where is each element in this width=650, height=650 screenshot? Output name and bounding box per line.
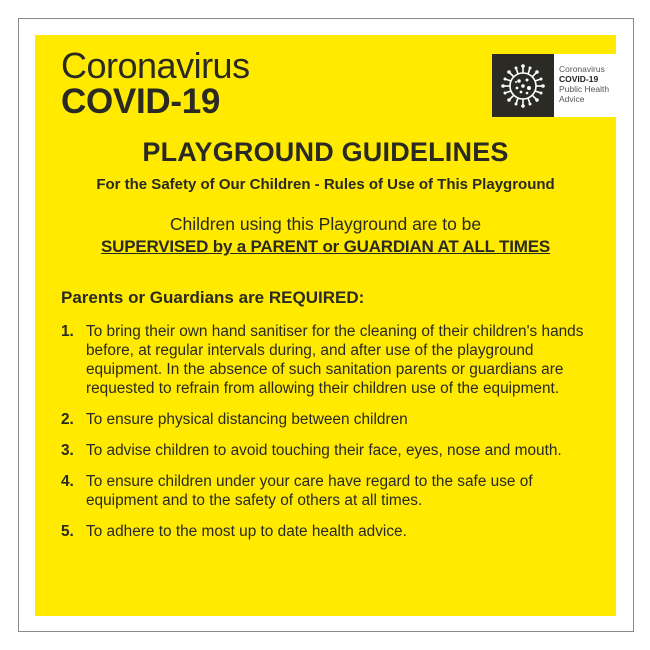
- brand-coronavirus: Coronavirus: [61, 45, 250, 86]
- supervision-requirement: SUPERVISED by a PARENT or GUARDIAN AT ALL TIMES: [100, 237, 551, 256]
- rule-number: 2.: [61, 411, 74, 428]
- logo-line-advice: Advice: [559, 94, 585, 104]
- rule-item: [61, 441, 601, 460]
- rule-item: [61, 322, 601, 398]
- brand-covid19: COVID-19: [61, 82, 221, 121]
- rule-text: To ensure physical distancing between children: [86, 411, 408, 428]
- logo-line-public-health: Public Health: [559, 84, 610, 94]
- public-health-logo: [492, 54, 616, 117]
- rule-number: 5.: [61, 523, 74, 540]
- rule-item: [61, 472, 601, 510]
- page-title: PLAYGROUND GUIDELINES: [142, 137, 509, 167]
- rule-item: [61, 410, 601, 429]
- rule-item: [61, 522, 601, 541]
- rule-text: To adhere to the most up to date health advice.: [86, 523, 407, 540]
- rule-text: To bring their own hand sanitiser for the cleaning of their children's hands before, at regular intervals during, and after use of the playground equipment. In the absence of such sanitation parents or guardians are requested to refrain from allowing their children use of the equipment.: [86, 323, 584, 397]
- rule-text: To ensure children under your care have regard to the safe use of equipment and to the safety of others at all times.: [86, 473, 533, 509]
- rule-number: 4.: [61, 473, 74, 490]
- sign-panel: [35, 35, 616, 616]
- logo-text: [554, 54, 616, 117]
- rules-list: [61, 322, 601, 553]
- logo-line-covid19: COVID-19: [559, 74, 599, 84]
- subtitle: For the Safety of Our Children - Rules of Use of This Playground: [96, 176, 555, 193]
- virus-icon: [492, 54, 554, 117]
- rule-number: 1.: [61, 323, 74, 340]
- logo-line-coronavirus: Coronavirus: [559, 64, 605, 74]
- rule-number: 3.: [61, 442, 74, 459]
- rule-text: To advise children to avoid touching their face, eyes, nose and mouth.: [86, 442, 562, 459]
- requirements-heading: Parents or Guardians are REQUIRED:: [61, 288, 365, 307]
- supervision-intro: Children using this Playground are to be: [169, 214, 482, 234]
